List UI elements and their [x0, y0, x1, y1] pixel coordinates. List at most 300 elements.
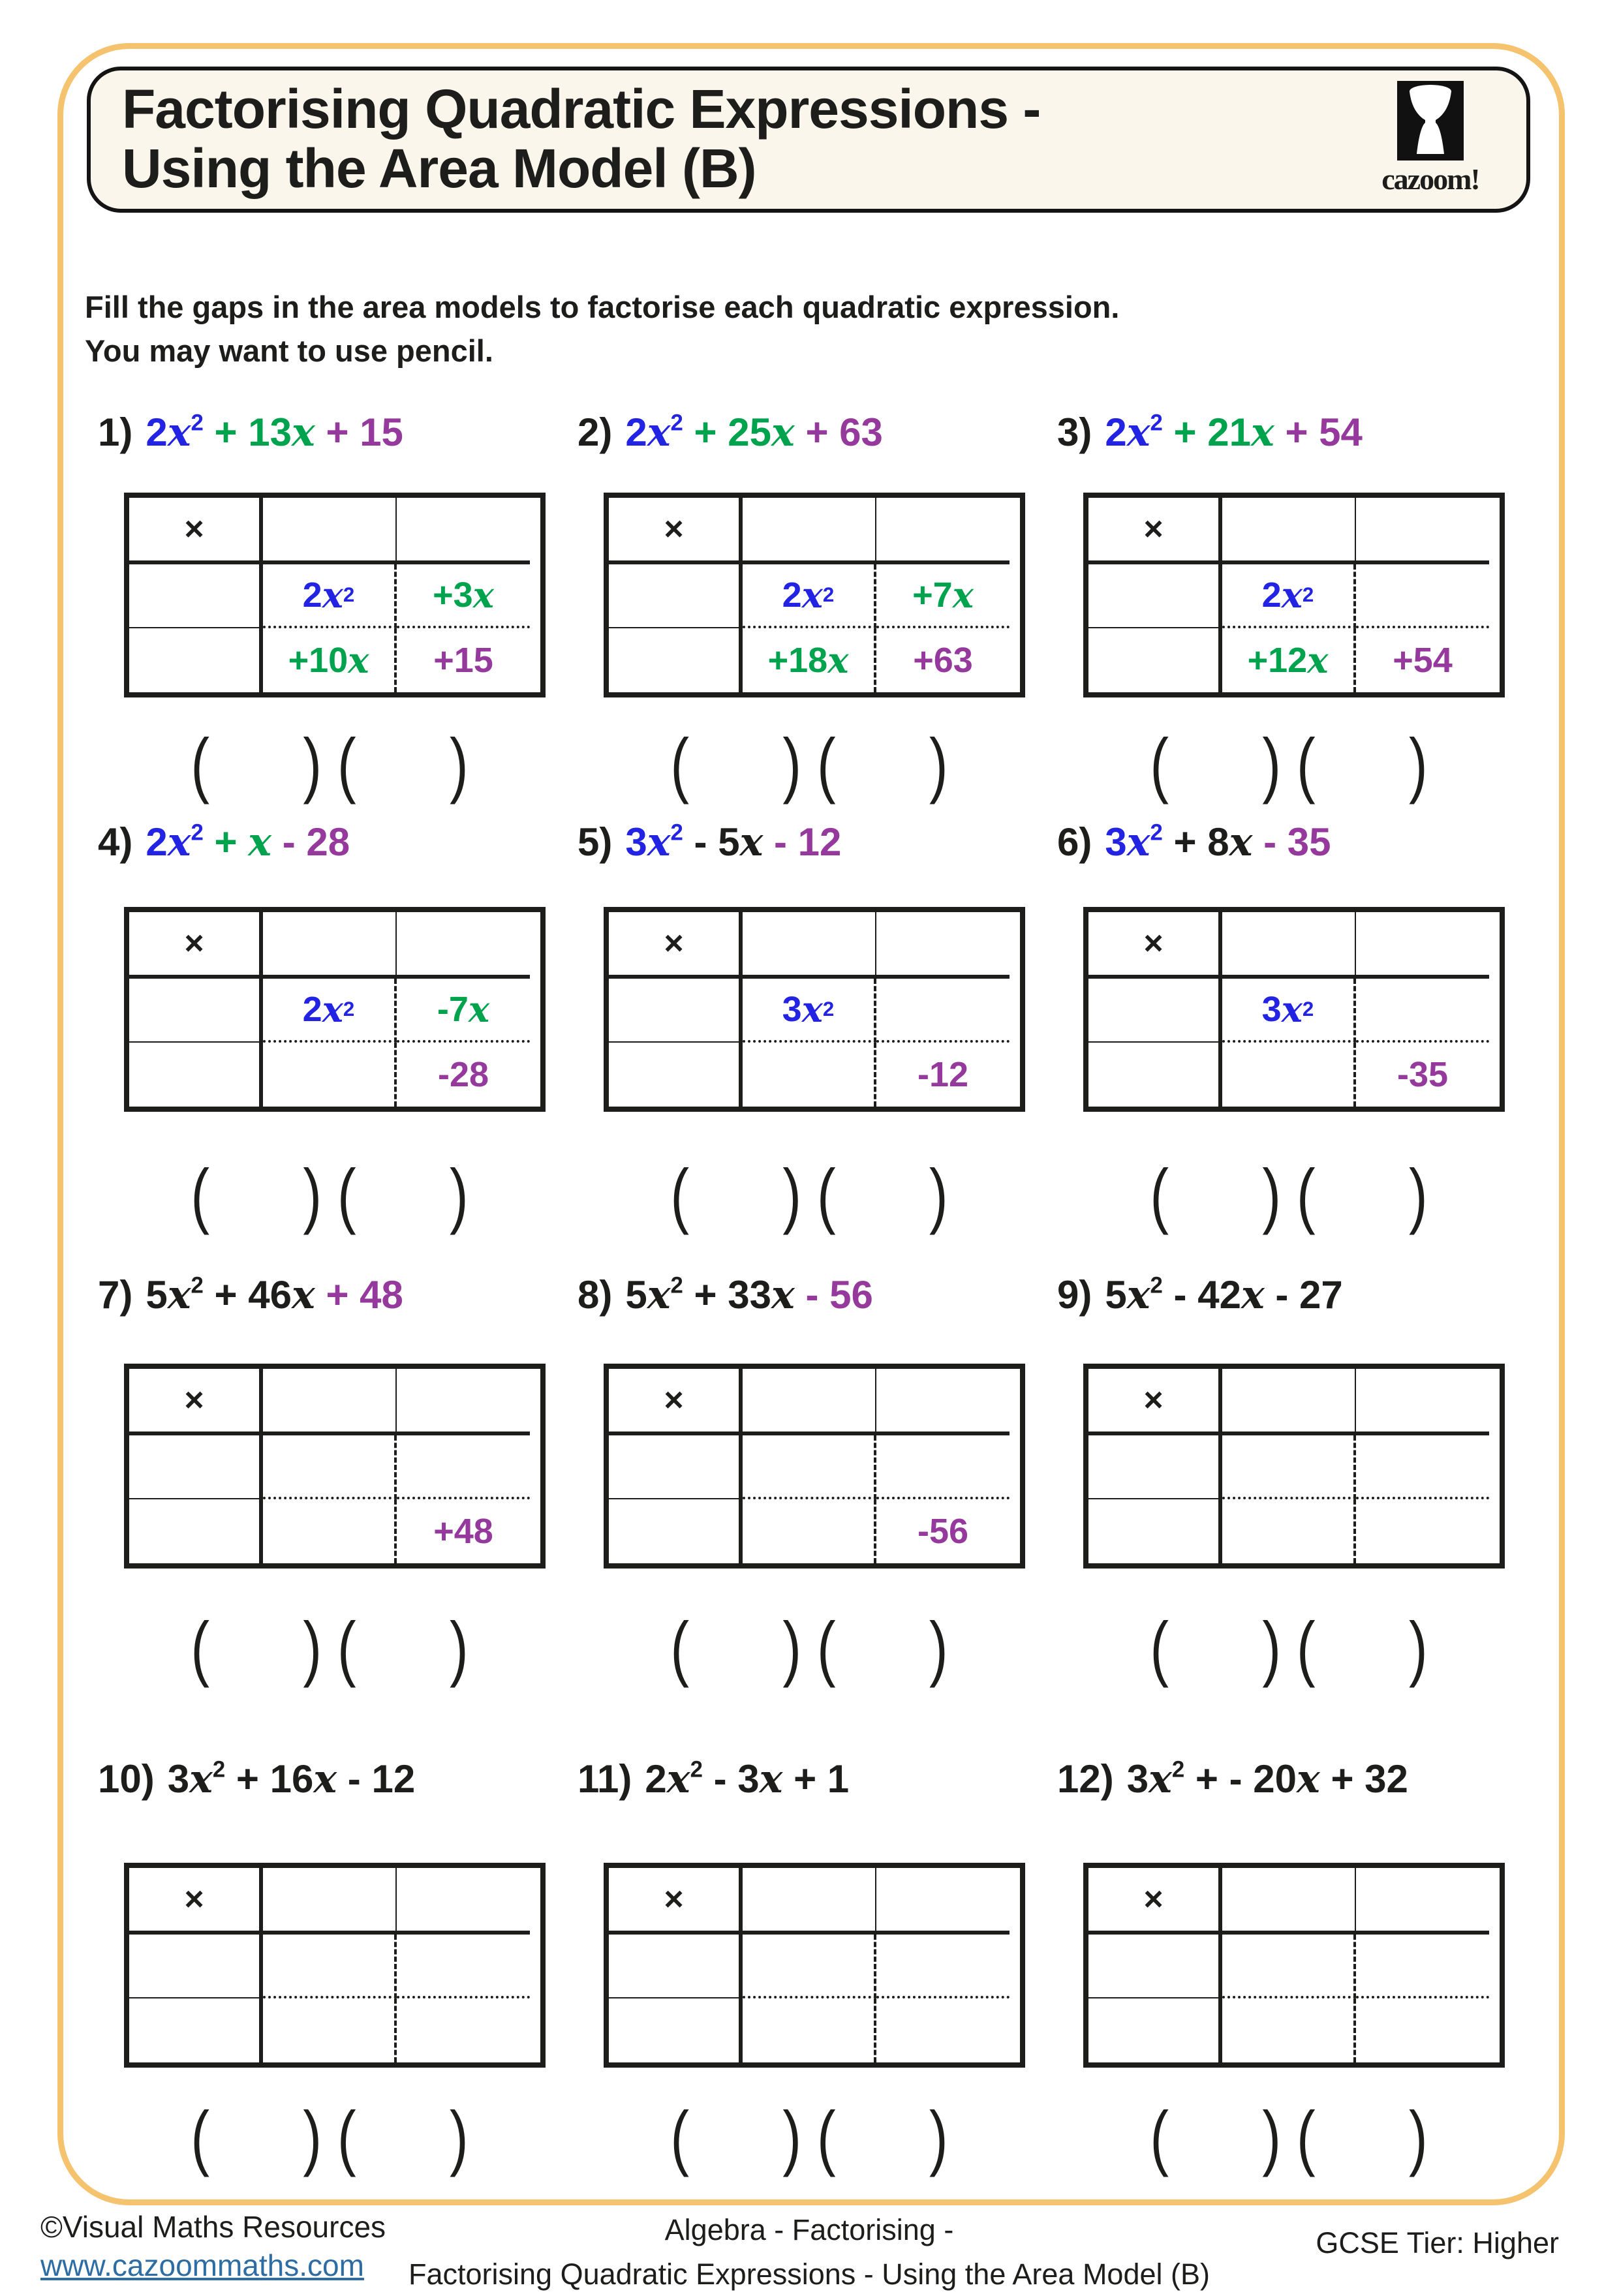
multiply-cell — [1088, 912, 1222, 979]
math-text: -28 — [438, 1054, 489, 1095]
left-factor-cell[interactable] — [1088, 1043, 1222, 1107]
exponent: 2 — [823, 583, 834, 607]
math-text: - 35 — [1252, 820, 1331, 864]
footer-category-line1: Algebra - Factorising - — [352, 2208, 1266, 2252]
top-factor-cell[interactable] — [743, 1868, 876, 1935]
question-expression — [146, 1272, 403, 1318]
top-factor-cell[interactable] — [263, 1369, 397, 1435]
multiply-cell — [1088, 1369, 1222, 1435]
left-factor-cell[interactable] — [129, 1935, 263, 1998]
question-expression — [1105, 819, 1331, 865]
product-cell — [876, 1499, 1010, 1563]
multiply-icon: × — [1143, 1880, 1163, 1919]
multiply-icon: × — [1143, 510, 1163, 549]
left-factor-cell[interactable] — [1088, 979, 1222, 1043]
product-cell[interactable] — [876, 1998, 1010, 2062]
product-cell — [743, 564, 876, 628]
math-text: x — [667, 1756, 690, 1802]
exponent: 2 — [1150, 410, 1163, 435]
top-factor-cell[interactable] — [263, 912, 397, 979]
math-text: - 56 — [795, 1273, 873, 1317]
product-cell[interactable] — [397, 1998, 530, 2062]
left-factor-cell[interactable] — [129, 1998, 263, 2062]
top-factor-cell[interactable] — [876, 1369, 1010, 1435]
math-text: + 21 — [1163, 410, 1251, 454]
left-factor-cell[interactable] — [609, 628, 743, 692]
question-5 — [578, 819, 1049, 865]
math-text: 5 — [625, 1273, 647, 1317]
question-expression — [146, 410, 403, 455]
answer-parentheses[interactable]: ( ) ( ) — [124, 723, 535, 807]
question-label — [578, 1756, 1049, 1802]
math-text: +48 — [433, 1511, 493, 1552]
multiply-icon: × — [664, 1381, 683, 1420]
exponent: 2 — [343, 998, 354, 1021]
left-factor-cell[interactable] — [1088, 1935, 1222, 1998]
product-cell[interactable] — [1222, 1935, 1356, 1998]
multiply-cell — [609, 498, 743, 564]
math-text: 2 — [303, 575, 322, 615]
question-expression — [625, 410, 883, 455]
left-factor-cell[interactable] — [1088, 1435, 1222, 1499]
exponent: 2 — [671, 1272, 683, 1298]
math-text: + 48 — [315, 1273, 403, 1317]
answer-parentheses[interactable]: ( ) ( ) — [604, 1606, 1015, 1691]
question-label — [578, 1272, 1049, 1318]
question-label — [1057, 410, 1528, 455]
math-text: x — [647, 819, 671, 865]
question-number: 12) — [1057, 1756, 1114, 1801]
question-3 — [1057, 410, 1528, 455]
left-factor-cell[interactable] — [129, 628, 263, 692]
answer-parentheses[interactable]: ( ) ( ) — [604, 723, 1015, 807]
product-cell[interactable] — [263, 1499, 397, 1563]
math-text: + — [204, 820, 248, 864]
left-factor-cell[interactable] — [609, 564, 743, 628]
math-text: + 63 — [795, 410, 883, 454]
answer-parentheses[interactable]: ( ) ( ) — [124, 1606, 535, 1691]
question-expression — [1105, 410, 1363, 455]
math-text: +7 — [912, 575, 953, 615]
question-12 — [1057, 1756, 1528, 1802]
question-number: 9) — [1057, 1272, 1092, 1317]
math-text: - 42 — [1163, 1273, 1241, 1317]
math-text: + 15 — [315, 410, 403, 454]
left-factor-cell[interactable] — [1088, 628, 1222, 692]
product-cell — [397, 628, 530, 692]
exponent: 2 — [191, 410, 204, 435]
question-expression — [645, 1756, 849, 1802]
product-cell[interactable] — [263, 1043, 397, 1107]
exponent: 2 — [191, 1272, 204, 1298]
exponent: 2 — [690, 1756, 703, 1782]
math-text: 3 — [782, 989, 802, 1030]
answer-parentheses[interactable]: ( ) ( ) — [1083, 723, 1494, 807]
multiply-cell — [129, 1369, 263, 1435]
math-text: x — [1149, 1756, 1172, 1802]
product-cell[interactable] — [1356, 1435, 1489, 1499]
left-factor-cell[interactable] — [129, 1499, 263, 1563]
top-factor-cell[interactable] — [743, 912, 876, 979]
exponent: 2 — [1303, 998, 1314, 1021]
answer-parentheses[interactable]: ( ) ( ) — [1083, 2096, 1494, 2180]
area-model-table — [1083, 1863, 1505, 2068]
question-label — [1057, 1756, 1528, 1802]
product-cell[interactable] — [876, 1935, 1010, 1998]
math-text: 2 — [625, 410, 647, 454]
math-text: + 54 — [1274, 410, 1363, 454]
answer-parentheses[interactable]: ( ) ( ) — [604, 2096, 1015, 2180]
question-expression — [625, 819, 841, 865]
math-text: + 32 — [1320, 1757, 1408, 1801]
product-cell — [876, 1043, 1010, 1107]
question-label — [98, 410, 569, 455]
math-text: x — [802, 988, 823, 1030]
area-model-table — [604, 493, 1025, 697]
math-text: x — [292, 410, 315, 455]
area-model-table — [604, 1364, 1025, 1569]
question-number: 6) — [1057, 819, 1092, 865]
math-text: -12 — [917, 1054, 968, 1095]
instructions-line1: Fill the gaps in the area models to factorise each quadratic expression. — [85, 286, 1119, 329]
exponent: 2 — [671, 410, 683, 435]
cazoom-logo-text: cazoom! — [1362, 162, 1499, 196]
left-factor-cell[interactable] — [1088, 1998, 1222, 2062]
top-factor-cell[interactable] — [263, 1868, 397, 1935]
product-cell[interactable] — [263, 1435, 397, 1499]
math-text: + 46 — [204, 1273, 292, 1317]
math-text: + 1 — [782, 1757, 849, 1801]
question-label — [1057, 1272, 1528, 1318]
left-factor-cell[interactable] — [609, 1935, 743, 1998]
math-text: 5 — [1105, 1273, 1126, 1317]
math-text: 2 — [1262, 575, 1282, 615]
product-cell[interactable] — [1222, 1998, 1356, 2062]
copyright-text: ©Visual Maths Resources — [40, 2208, 386, 2246]
top-factor-cell[interactable] — [1222, 912, 1356, 979]
footer-left — [40, 2208, 386, 2285]
area-model-table — [124, 493, 546, 697]
question-9 — [1057, 1272, 1528, 1318]
product-cell — [1356, 628, 1489, 692]
exponent: 2 — [1303, 583, 1314, 607]
product-cell[interactable] — [743, 1499, 876, 1563]
product-cell[interactable] — [1356, 564, 1489, 628]
math-text: x — [1251, 410, 1274, 455]
math-text: 2 — [146, 820, 167, 864]
question-10 — [98, 1756, 569, 1802]
top-factor-cell[interactable] — [1222, 1868, 1356, 1935]
left-factor-cell[interactable] — [609, 1435, 743, 1499]
math-text: x — [1241, 1272, 1265, 1318]
left-factor-cell[interactable] — [609, 1499, 743, 1563]
exponent: 2 — [823, 998, 834, 1021]
area-model-table — [124, 1364, 546, 1569]
multiply-cell — [609, 1369, 743, 1435]
math-text: +3 — [433, 575, 473, 615]
math-text: x — [1127, 410, 1150, 455]
multiply-cell — [1088, 498, 1222, 564]
math-text: -35 — [1397, 1054, 1448, 1095]
math-text: x — [1229, 819, 1253, 865]
top-factor-cell[interactable] — [263, 498, 397, 564]
question-7 — [98, 1272, 569, 1318]
math-text: 3 — [168, 1757, 189, 1801]
math-text: x — [1282, 574, 1303, 616]
math-text: x — [760, 1756, 783, 1802]
product-cell[interactable] — [743, 1043, 876, 1107]
product-cell[interactable] — [1356, 979, 1489, 1043]
answer-parentheses[interactable]: ( ) ( ) — [124, 2096, 535, 2180]
product-cell[interactable] — [397, 1435, 530, 1499]
math-text: - 27 — [1265, 1273, 1343, 1317]
question-8 — [578, 1272, 1049, 1318]
question-2 — [578, 410, 1049, 455]
question-4 — [98, 819, 569, 865]
footer-category-line2: Factorising Quadratic Expressions - Using the Area Model (B) — [352, 2252, 1266, 2296]
product-cell — [397, 1499, 530, 1563]
left-factor-cell[interactable] — [129, 979, 263, 1043]
multiply-cell — [609, 912, 743, 979]
area-model-table — [1083, 1364, 1505, 1569]
math-text: x — [248, 819, 271, 865]
top-factor-cell[interactable] — [1356, 498, 1489, 564]
product-cell[interactable] — [876, 979, 1010, 1043]
product-cell[interactable] — [1222, 1499, 1356, 1563]
product-cell[interactable] — [397, 1935, 530, 1998]
math-text: x — [348, 639, 369, 681]
product-cell — [263, 564, 397, 628]
left-factor-cell[interactable] — [609, 1043, 743, 1107]
math-text: 2 — [146, 410, 167, 454]
question-label — [578, 410, 1049, 455]
math-text: - 28 — [271, 820, 350, 864]
math-text: x — [1282, 988, 1303, 1030]
product-cell — [876, 628, 1010, 692]
math-text: x — [953, 574, 974, 616]
product-cell — [1222, 564, 1356, 628]
math-text: x — [322, 988, 343, 1030]
math-text: 5 — [146, 1273, 167, 1317]
math-text: x — [647, 1272, 671, 1318]
product-cell — [1222, 628, 1356, 692]
product-cell — [743, 979, 876, 1043]
multiply-icon: × — [664, 510, 683, 549]
math-text: + 16 — [225, 1757, 313, 1801]
exponent: 2 — [343, 583, 354, 607]
top-factor-cell[interactable] — [876, 498, 1010, 564]
math-text: 3 — [625, 820, 647, 864]
math-text: +15 — [433, 640, 493, 681]
left-factor-cell[interactable] — [1088, 1499, 1222, 1563]
top-factor-cell[interactable] — [1356, 1369, 1489, 1435]
multiply-icon: × — [184, 1880, 204, 1919]
math-text: x — [168, 410, 191, 455]
question-number: 8) — [578, 1272, 612, 1317]
top-factor-cell[interactable] — [397, 1369, 530, 1435]
math-text: +18 — [768, 640, 828, 681]
question-expression — [1105, 1272, 1342, 1318]
area-model-table — [604, 1863, 1025, 2068]
answer-parentheses[interactable]: ( ) ( ) — [1083, 1606, 1494, 1691]
multiply-icon: × — [184, 924, 204, 963]
math-text: +63 — [913, 640, 973, 681]
math-text: x — [1307, 639, 1328, 681]
product-cell[interactable] — [1222, 1043, 1356, 1107]
product-cell — [1222, 979, 1356, 1043]
math-text: x — [322, 574, 343, 616]
question-1 — [98, 410, 569, 455]
product-cell[interactable] — [743, 1435, 876, 1499]
exponent: 2 — [191, 819, 204, 845]
answer-parentheses[interactable]: ( ) ( ) — [1083, 1154, 1494, 1238]
top-factor-cell[interactable] — [743, 1369, 876, 1435]
website-link[interactable]: www.cazoommaths.com — [40, 2246, 386, 2285]
question-number: 1) — [98, 410, 132, 455]
area-model-table — [1083, 907, 1505, 1112]
answer-parentheses[interactable]: ( ) ( ) — [604, 1154, 1015, 1238]
product-cell — [743, 628, 876, 692]
product-cell[interactable] — [743, 1998, 876, 2062]
math-text: -7 — [437, 989, 469, 1030]
math-text: + 8 — [1163, 820, 1229, 864]
question-number: 11) — [578, 1756, 632, 1801]
question-expression — [168, 1756, 415, 1802]
area-model-table — [604, 907, 1025, 1112]
math-text: - 5 — [683, 820, 740, 864]
multiply-cell — [129, 498, 263, 564]
question-expression — [1127, 1756, 1408, 1802]
page-title-line1: Factorising Quadratic Expressions - — [122, 80, 1040, 139]
math-text: 2 — [1105, 410, 1126, 454]
math-text: + 25 — [683, 410, 771, 454]
math-text: - 3 — [703, 1757, 760, 1801]
math-text: x — [740, 819, 763, 865]
area-model-table — [124, 907, 546, 1112]
footer-center — [352, 2208, 1266, 2296]
exponent: 2 — [1172, 1756, 1184, 1782]
top-factor-cell[interactable] — [397, 1868, 530, 1935]
question-label — [98, 819, 569, 865]
product-cell — [263, 628, 397, 692]
exponent: 2 — [671, 819, 683, 845]
page-title-line2: Using the Area Model (B) — [122, 139, 1040, 198]
math-text: x — [647, 410, 671, 455]
instructions-line2: You may want to use pencil. — [85, 329, 1119, 373]
top-factor-cell[interactable] — [1356, 912, 1489, 979]
math-text: x — [313, 1756, 337, 1802]
multiply-cell — [609, 1868, 743, 1935]
product-cell — [397, 979, 530, 1043]
multiply-icon: × — [184, 1381, 204, 1420]
question-label — [98, 1756, 569, 1802]
math-text: -56 — [917, 1511, 968, 1552]
math-text: 2 — [303, 989, 322, 1030]
math-text: x — [292, 1272, 315, 1318]
question-label — [578, 819, 1049, 865]
math-text: - 12 — [337, 1757, 415, 1801]
math-text: + - 20 — [1184, 1757, 1297, 1801]
math-text: +10 — [288, 640, 348, 681]
product-cell[interactable] — [876, 1435, 1010, 1499]
multiply-cell — [1088, 1868, 1222, 1935]
math-text: x — [1127, 1272, 1150, 1318]
product-cell[interactable] — [743, 1935, 876, 1998]
product-cell[interactable] — [1356, 1499, 1489, 1563]
product-cell — [397, 1043, 530, 1107]
math-text: 3 — [1262, 989, 1282, 1030]
multiply-icon: × — [664, 924, 683, 963]
product-cell[interactable] — [1222, 1435, 1356, 1499]
math-text: x — [469, 988, 489, 1030]
math-text: x — [771, 410, 795, 455]
multiply-icon: × — [184, 510, 204, 549]
math-text: +54 — [1393, 640, 1453, 681]
question-label — [98, 1272, 569, 1318]
left-factor-cell[interactable] — [1088, 564, 1222, 628]
math-text: 3 — [1127, 1757, 1149, 1801]
math-text: x — [473, 574, 494, 616]
product-cell[interactable] — [263, 1998, 397, 2062]
math-text: x — [771, 1272, 795, 1318]
question-6 — [1057, 819, 1528, 865]
top-factor-cell[interactable] — [397, 498, 530, 564]
left-factor-cell[interactable] — [609, 1998, 743, 2062]
question-number: 3) — [1057, 410, 1092, 455]
top-factor-cell[interactable] — [743, 498, 876, 564]
top-factor-cell[interactable] — [876, 912, 1010, 979]
math-text: x — [168, 819, 191, 865]
answer-parentheses[interactable]: ( ) ( ) — [124, 1154, 535, 1238]
exponent: 2 — [1150, 819, 1163, 845]
math-text: x — [189, 1756, 213, 1802]
top-factor-cell[interactable] — [1356, 1868, 1489, 1935]
product-cell[interactable] — [263, 1935, 397, 1998]
product-cell[interactable] — [1356, 1935, 1489, 1998]
left-factor-cell[interactable] — [129, 564, 263, 628]
multiply-cell — [129, 912, 263, 979]
multiply-icon: × — [1143, 1381, 1163, 1420]
question-label — [1057, 819, 1528, 865]
question-expression — [146, 819, 350, 865]
question-number: 4) — [98, 819, 132, 865]
top-factor-cell[interactable] — [397, 912, 530, 979]
gcse-tier-label: GCSE Tier: Higher — [1316, 2226, 1559, 2260]
math-text: x — [802, 574, 823, 616]
left-factor-cell[interactable] — [129, 1043, 263, 1107]
product-cell — [1356, 1043, 1489, 1107]
math-text: +12 — [1248, 640, 1308, 681]
math-text: x — [1297, 1756, 1320, 1802]
multiply-cell — [129, 1868, 263, 1935]
top-factor-cell[interactable] — [1222, 498, 1356, 564]
multiply-icon: × — [664, 1880, 683, 1919]
product-cell[interactable] — [1356, 1998, 1489, 2062]
math-text: 3 — [1105, 820, 1126, 864]
question-number: 10) — [98, 1756, 155, 1801]
math-text: + 33 — [683, 1273, 771, 1317]
math-text: x — [1127, 819, 1150, 865]
question-number: 5) — [578, 819, 612, 865]
question-expression — [625, 1272, 872, 1318]
math-text: + 13 — [204, 410, 292, 454]
top-factor-cell[interactable] — [1222, 1369, 1356, 1435]
left-factor-cell[interactable] — [129, 1435, 263, 1499]
exponent: 2 — [1150, 1272, 1163, 1298]
left-factor-cell[interactable] — [609, 979, 743, 1043]
top-factor-cell[interactable] — [876, 1868, 1010, 1935]
question-number: 2) — [578, 410, 612, 455]
